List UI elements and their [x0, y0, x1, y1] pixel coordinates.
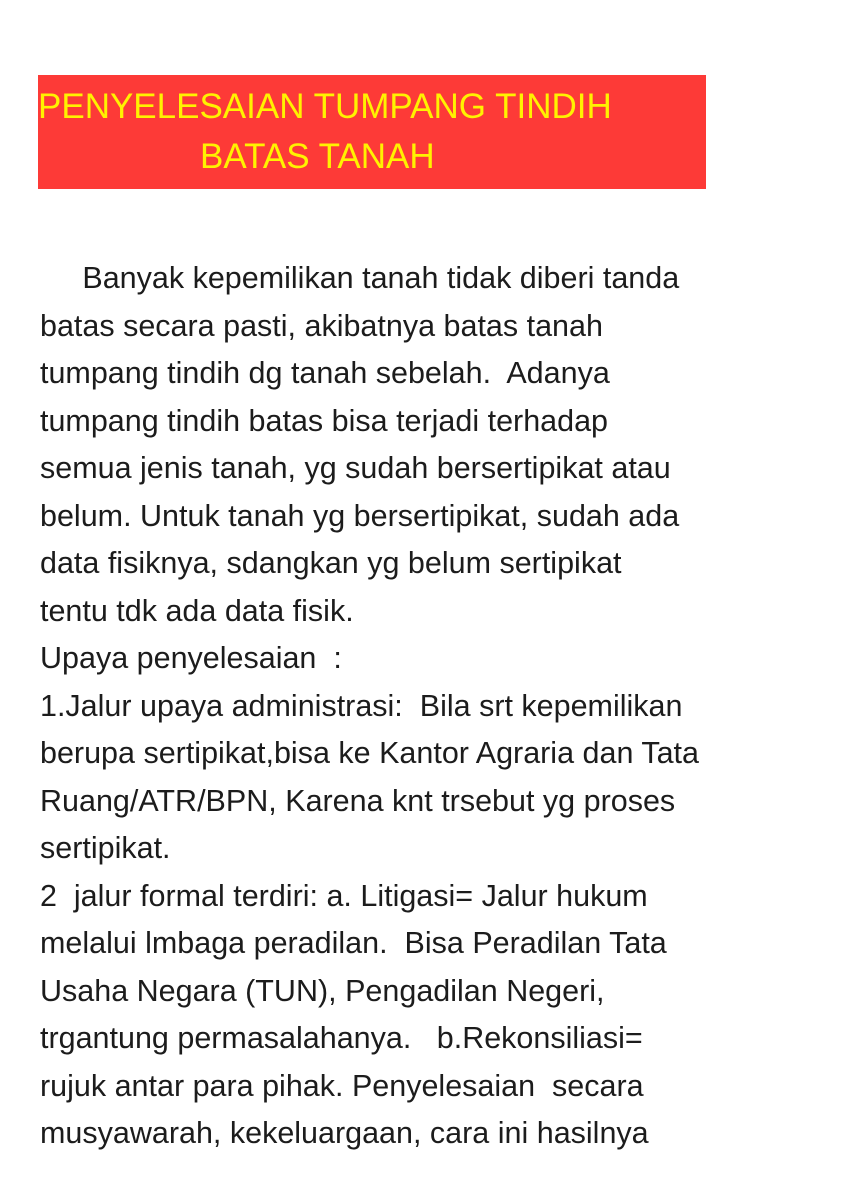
title-line-1: PENYELESAIAN TUMPANG TINDIH — [38, 87, 612, 126]
body-line: batas secara pasti, akibatnya batas tanah — [40, 308, 603, 343]
body-line: tentu tdk ada data fisik. — [40, 593, 354, 628]
body-line: Banyak kepemilikan tanah tidak diberi tanda — [40, 261, 680, 295]
body-line: Ruang/ATR/BPN, Karena knt trsebut yg proses — [40, 783, 676, 818]
body-line: Upaya penyelesaian : — [40, 641, 342, 675]
body-line: rujuk antar para pihak. Penyelesaian secara — [40, 1068, 644, 1103]
body-text — [40, 255, 840, 1158]
body-line: semua jenis tanah, yg sudah bersertipikat atau — [40, 451, 671, 485]
body-line: 1.Jalur upaya administrasi: Bila srt kepemilikan — [40, 688, 683, 723]
title-line-2: BATAS TANAH — [200, 137, 435, 176]
body-line: melalui lmbaga peradilan. Bisa Peradilan Tata — [40, 926, 667, 960]
body-line: 2 jalur formal terdiri: a. Litigasi= Jalur hukum — [40, 878, 648, 913]
body-line: sertipikat. — [40, 831, 171, 865]
body-line: data fisiknya, sdangkan yg belum sertipikat — [40, 546, 622, 580]
body-line: belum. Untuk tanah yg bersertipikat, sudah ada — [40, 498, 680, 533]
body-line: musyawarah, kekeluargaan, cara ini hasilnya — [40, 1116, 649, 1150]
body-line: Usaha Negara (TUN), Pengadilan Negeri, — [40, 973, 605, 1008]
title-banner — [38, 75, 706, 189]
body-line: tumpang tindih batas bisa terjadi terhadap — [40, 403, 609, 438]
body-line: berupa sertipikat,bisa ke Kantor Agraria dan Tata — [40, 736, 699, 770]
body-line: tumpang tindih dg tanah sebelah. Adanya — [40, 356, 610, 390]
body-line: trgantung permasalahanya. b.Rekonsiliasi= — [40, 1021, 643, 1055]
